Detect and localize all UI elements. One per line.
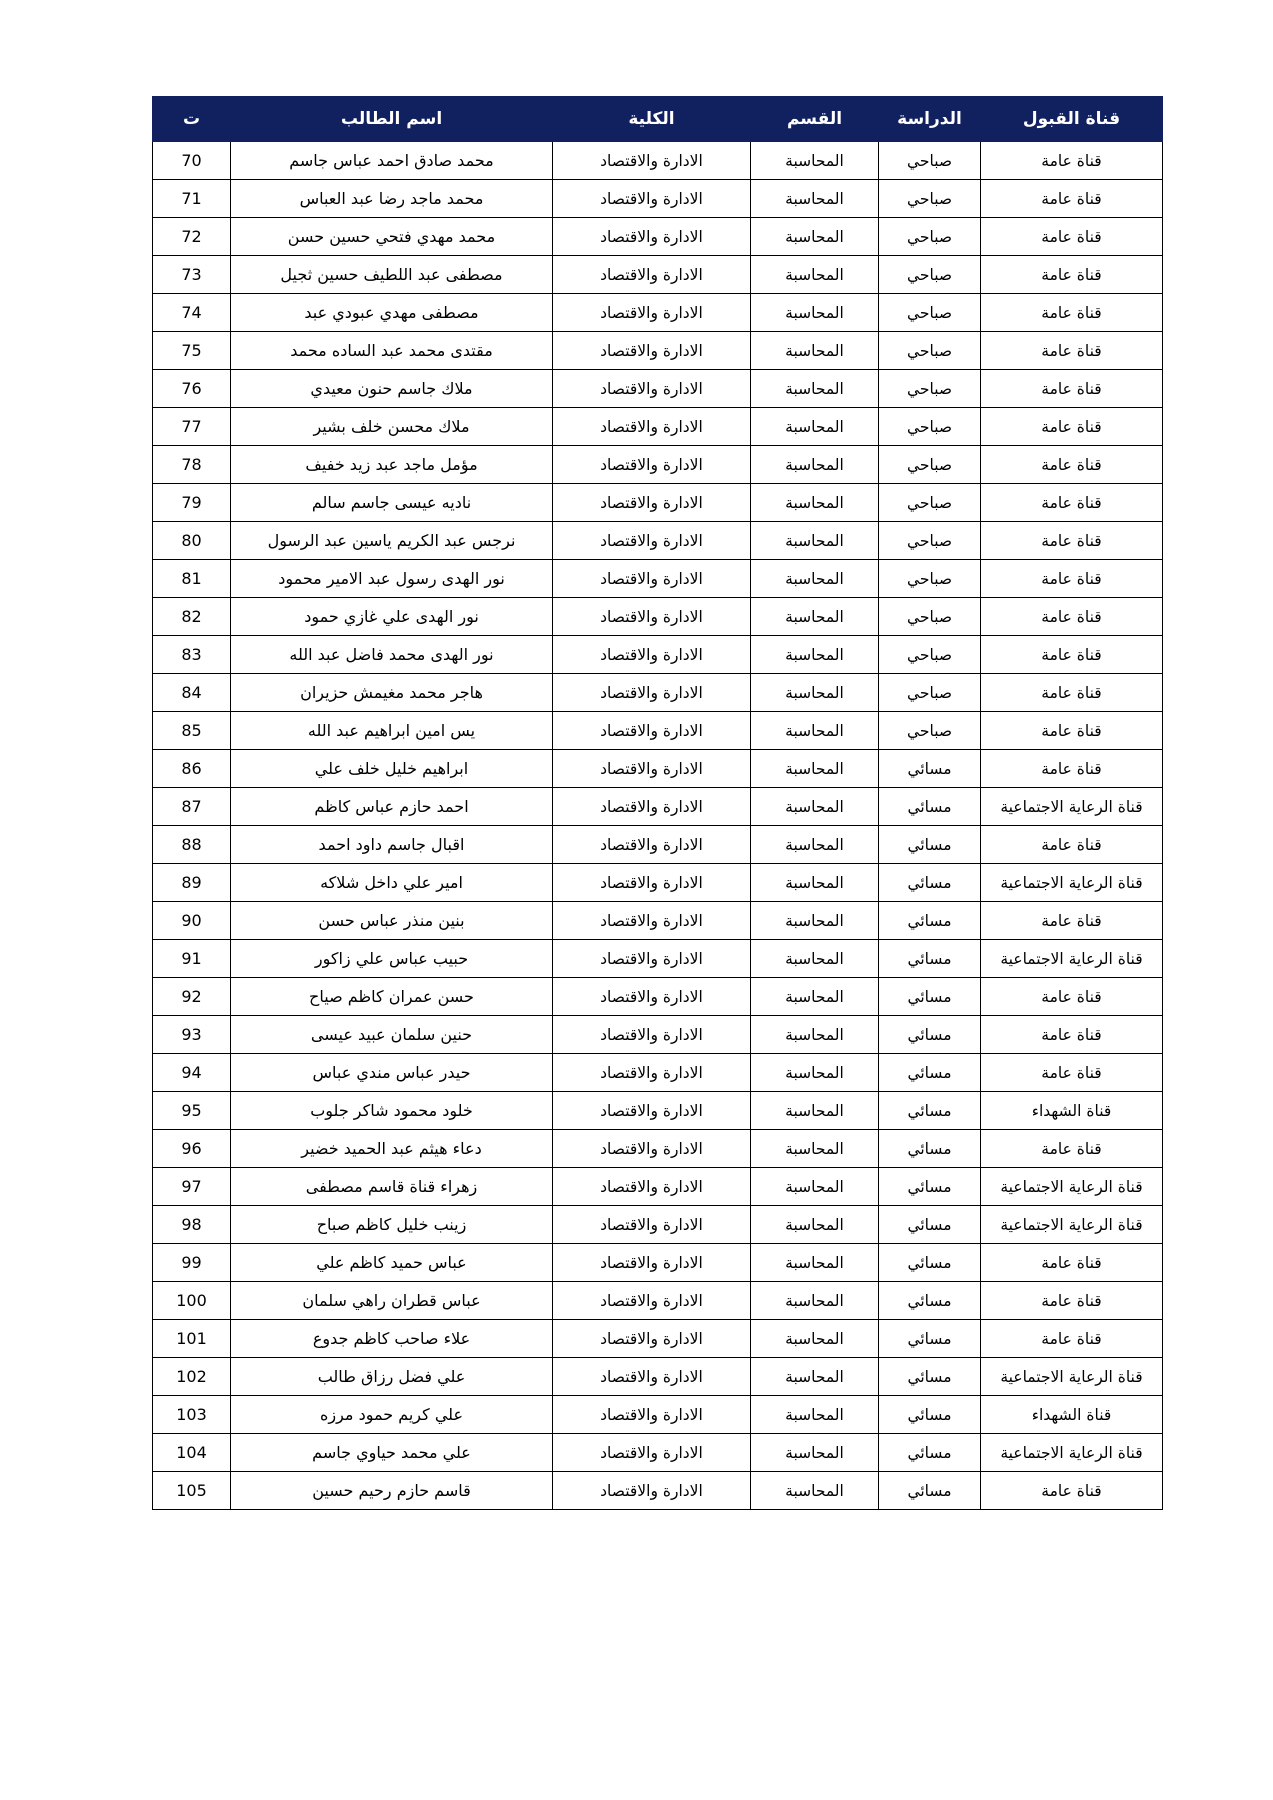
cell-channel: قناة عامة — [981, 484, 1163, 522]
cell-channel: قناة عامة — [981, 712, 1163, 750]
cell-college: الادارة والاقتصاد — [553, 1358, 751, 1396]
cell-study: صباحي — [879, 484, 981, 522]
cell-index: 85 — [153, 712, 231, 750]
cell-channel: قناة عامة — [981, 522, 1163, 560]
column-header-channel: قناة القبول — [981, 97, 1163, 142]
cell-college: الادارة والاقتصاد — [553, 1320, 751, 1358]
cell-student-name: مصطفى مهدي عبودي عبد — [231, 294, 553, 332]
cell-index: 80 — [153, 522, 231, 560]
cell-study: مسائي — [879, 1092, 981, 1130]
students-table — [152, 96, 1163, 1510]
column-header-student-name: اسم الطالب — [231, 97, 553, 142]
column-header-index: ت — [153, 97, 231, 142]
cell-department: المحاسبة — [751, 1092, 879, 1130]
cell-college: الادارة والاقتصاد — [553, 484, 751, 522]
table-row — [153, 1168, 1163, 1206]
cell-index: 103 — [153, 1396, 231, 1434]
cell-student-name: اقبال جاسم داود احمد — [231, 826, 553, 864]
table-row — [153, 1092, 1163, 1130]
cell-channel: قناة عامة — [981, 1054, 1163, 1092]
cell-department: المحاسبة — [751, 1434, 879, 1472]
table-row — [153, 674, 1163, 712]
table-row — [153, 370, 1163, 408]
cell-channel: قناة عامة — [981, 674, 1163, 712]
cell-index: 77 — [153, 408, 231, 446]
cell-index: 95 — [153, 1092, 231, 1130]
cell-department: المحاسبة — [751, 864, 879, 902]
cell-student-name: خلود محمود شاكر جلوب — [231, 1092, 553, 1130]
cell-college: الادارة والاقتصاد — [553, 750, 751, 788]
cell-channel: قناة عامة — [981, 218, 1163, 256]
table-row — [153, 1206, 1163, 1244]
cell-study: صباحي — [879, 142, 981, 180]
cell-college: الادارة والاقتصاد — [553, 598, 751, 636]
cell-study: مسائي — [879, 1396, 981, 1434]
cell-channel: قناة عامة — [981, 1130, 1163, 1168]
cell-channel: قناة عامة — [981, 256, 1163, 294]
cell-channel: قناة الرعاية الاجتماعية — [981, 1434, 1163, 1472]
cell-department: المحاسبة — [751, 370, 879, 408]
cell-channel: قناة الشهداء — [981, 1092, 1163, 1130]
cell-student-name: محمد صادق احمد عباس جاسم — [231, 142, 553, 180]
cell-study: صباحي — [879, 294, 981, 332]
cell-index: 83 — [153, 636, 231, 674]
cell-student-name: علاء صاحب كاظم جدوع — [231, 1320, 553, 1358]
cell-student-name: حسن عمران كاظم صياح — [231, 978, 553, 1016]
cell-student-name: عباس قطران راهي سلمان — [231, 1282, 553, 1320]
table-row — [153, 218, 1163, 256]
cell-department: المحاسبة — [751, 1282, 879, 1320]
cell-college: الادارة والاقتصاد — [553, 332, 751, 370]
cell-channel: قناة عامة — [981, 1016, 1163, 1054]
cell-study: مسائي — [879, 1130, 981, 1168]
cell-department: المحاسبة — [751, 180, 879, 218]
cell-student-name: امير علي داخل شلاكه — [231, 864, 553, 902]
cell-channel: قناة عامة — [981, 598, 1163, 636]
cell-channel: قناة عامة — [981, 1282, 1163, 1320]
table-row — [153, 1130, 1163, 1168]
column-header-college: الكلية — [553, 97, 751, 142]
cell-student-name: نور الهدى محمد فاضل عبد الله — [231, 636, 553, 674]
cell-index: 94 — [153, 1054, 231, 1092]
cell-channel: قناة عامة — [981, 332, 1163, 370]
cell-channel: قناة عامة — [981, 826, 1163, 864]
table-row — [153, 560, 1163, 598]
cell-student-name: هاجر محمد مغيمش حزيران — [231, 674, 553, 712]
cell-study: صباحي — [879, 636, 981, 674]
cell-channel: قناة الرعاية الاجتماعية — [981, 788, 1163, 826]
cell-index: 86 — [153, 750, 231, 788]
cell-index: 76 — [153, 370, 231, 408]
cell-department: المحاسبة — [751, 446, 879, 484]
cell-student-name: دعاء هيثم عبد الحميد خضير — [231, 1130, 553, 1168]
cell-student-name: حيدر عباس مندي عباس — [231, 1054, 553, 1092]
cell-index: 93 — [153, 1016, 231, 1054]
cell-channel: قناة عامة — [981, 750, 1163, 788]
cell-channel: قناة عامة — [981, 560, 1163, 598]
cell-study: مسائي — [879, 1282, 981, 1320]
cell-college: الادارة والاقتصاد — [553, 1434, 751, 1472]
cell-college: الادارة والاقتصاد — [553, 674, 751, 712]
column-header-study: الدراسة — [879, 97, 981, 142]
table-row — [153, 1358, 1163, 1396]
cell-college: الادارة والاقتصاد — [553, 1016, 751, 1054]
table-row — [153, 1054, 1163, 1092]
cell-study: مسائي — [879, 1244, 981, 1282]
cell-index: 88 — [153, 826, 231, 864]
cell-index: 75 — [153, 332, 231, 370]
cell-student-name: عباس حميد كاظم علي — [231, 1244, 553, 1282]
cell-channel: قناة عامة — [981, 408, 1163, 446]
table-row — [153, 1472, 1163, 1510]
cell-student-name: قاسم حازم رحيم حسين — [231, 1472, 553, 1510]
cell-index: 102 — [153, 1358, 231, 1396]
cell-college: الادارة والاقتصاد — [553, 256, 751, 294]
cell-channel: قناة الرعاية الاجتماعية — [981, 940, 1163, 978]
cell-index: 89 — [153, 864, 231, 902]
cell-department: المحاسبة — [751, 1472, 879, 1510]
cell-study: صباحي — [879, 370, 981, 408]
cell-student-name: مصطفى عبد اللطيف حسين ثجيل — [231, 256, 553, 294]
cell-index: 79 — [153, 484, 231, 522]
cell-college: الادارة والاقتصاد — [553, 864, 751, 902]
cell-index: 81 — [153, 560, 231, 598]
cell-study: مسائي — [879, 978, 981, 1016]
cell-student-name: علي محمد حياوي جاسم — [231, 1434, 553, 1472]
cell-channel: قناة الرعاية الاجتماعية — [981, 1206, 1163, 1244]
table-row — [153, 826, 1163, 864]
cell-department: المحاسبة — [751, 750, 879, 788]
cell-study: مسائي — [879, 1206, 981, 1244]
cell-college: الادارة والاقتصاد — [553, 142, 751, 180]
cell-student-name: احمد حازم عباس كاظم — [231, 788, 553, 826]
table-row — [153, 940, 1163, 978]
cell-index: 78 — [153, 446, 231, 484]
cell-study: مسائي — [879, 1472, 981, 1510]
cell-college: الادارة والاقتصاد — [553, 1396, 751, 1434]
cell-department: المحاسبة — [751, 1130, 879, 1168]
cell-channel: قناة الرعاية الاجتماعية — [981, 1168, 1163, 1206]
cell-college: الادارة والاقتصاد — [553, 1282, 751, 1320]
cell-department: المحاسبة — [751, 294, 879, 332]
cell-college: الادارة والاقتصاد — [553, 940, 751, 978]
cell-department: المحاسبة — [751, 598, 879, 636]
cell-study: صباحي — [879, 332, 981, 370]
cell-channel: قناة عامة — [981, 1320, 1163, 1358]
cell-study: صباحي — [879, 522, 981, 560]
table-row — [153, 408, 1163, 446]
table-row — [153, 446, 1163, 484]
cell-study: مسائي — [879, 940, 981, 978]
cell-department: المحاسبة — [751, 902, 879, 940]
cell-department: المحاسبة — [751, 1244, 879, 1282]
cell-department: المحاسبة — [751, 1358, 879, 1396]
cell-study: مسائي — [879, 826, 981, 864]
table-row — [153, 522, 1163, 560]
cell-department: المحاسبة — [751, 1396, 879, 1434]
cell-department: المحاسبة — [751, 1054, 879, 1092]
cell-college: الادارة والاقتصاد — [553, 1472, 751, 1510]
cell-college: الادارة والاقتصاد — [553, 446, 751, 484]
table-header — [153, 97, 1163, 142]
cell-index: 104 — [153, 1434, 231, 1472]
cell-study: صباحي — [879, 598, 981, 636]
cell-department: المحاسبة — [751, 484, 879, 522]
table-row — [153, 750, 1163, 788]
cell-index: 101 — [153, 1320, 231, 1358]
cell-study: صباحي — [879, 408, 981, 446]
cell-study: مسائي — [879, 750, 981, 788]
cell-department: المحاسبة — [751, 1320, 879, 1358]
cell-student-name: ملاك جاسم حنون معيدي — [231, 370, 553, 408]
cell-student-name: ناديه عيسى جاسم سالم — [231, 484, 553, 522]
table-row — [153, 902, 1163, 940]
cell-study: صباحي — [879, 560, 981, 598]
table-header-row — [153, 97, 1163, 142]
cell-college: الادارة والاقتصاد — [553, 370, 751, 408]
cell-study: صباحي — [879, 446, 981, 484]
cell-index: 92 — [153, 978, 231, 1016]
cell-index: 87 — [153, 788, 231, 826]
column-header-department: القسم — [751, 97, 879, 142]
cell-college: الادارة والاقتصاد — [553, 1130, 751, 1168]
cell-index: 72 — [153, 218, 231, 256]
cell-student-name: نور الهدى علي غازي حمود — [231, 598, 553, 636]
cell-channel: قناة عامة — [981, 142, 1163, 180]
cell-department: المحاسبة — [751, 636, 879, 674]
cell-channel: قناة عامة — [981, 446, 1163, 484]
cell-department: المحاسبة — [751, 522, 879, 560]
cell-college: الادارة والاقتصاد — [553, 788, 751, 826]
cell-study: مسائي — [879, 1054, 981, 1092]
cell-college: الادارة والاقتصاد — [553, 1092, 751, 1130]
cell-college: الادارة والاقتصاد — [553, 636, 751, 674]
cell-department: المحاسبة — [751, 978, 879, 1016]
cell-channel: قناة عامة — [981, 370, 1163, 408]
cell-department: المحاسبة — [751, 1016, 879, 1054]
table-row — [153, 598, 1163, 636]
cell-college: الادارة والاقتصاد — [553, 218, 751, 256]
table-row — [153, 256, 1163, 294]
cell-department: المحاسبة — [751, 826, 879, 864]
table-row — [153, 788, 1163, 826]
table-row — [153, 180, 1163, 218]
cell-study: صباحي — [879, 674, 981, 712]
cell-college: الادارة والاقتصاد — [553, 902, 751, 940]
cell-student-name: حبيب عباس علي زاكور — [231, 940, 553, 978]
cell-student-name: حنين سلمان عبيد عيسى — [231, 1016, 553, 1054]
cell-student-name: علي فضل رزاق طالب — [231, 1358, 553, 1396]
cell-index: 100 — [153, 1282, 231, 1320]
cell-department: المحاسبة — [751, 788, 879, 826]
table-row — [153, 142, 1163, 180]
cell-study: مسائي — [879, 1358, 981, 1396]
cell-college: الادارة والاقتصاد — [553, 712, 751, 750]
cell-study: صباحي — [879, 218, 981, 256]
cell-student-name: ابراهيم خليل خلف علي — [231, 750, 553, 788]
cell-department: المحاسبة — [751, 560, 879, 598]
table-row — [153, 978, 1163, 1016]
table-body — [153, 142, 1163, 1510]
cell-student-name: ملاك محسن خلف بشير — [231, 408, 553, 446]
cell-channel: قناة عامة — [981, 1244, 1163, 1282]
cell-student-name: محمد ماجد رضا عبد العباس — [231, 180, 553, 218]
cell-student-name: زينب خليل كاظم صباح — [231, 1206, 553, 1244]
cell-study: مسائي — [879, 902, 981, 940]
cell-index: 96 — [153, 1130, 231, 1168]
table-row — [153, 864, 1163, 902]
cell-study: مسائي — [879, 1320, 981, 1358]
cell-department: المحاسبة — [751, 256, 879, 294]
cell-department: المحاسبة — [751, 940, 879, 978]
cell-college: الادارة والاقتصاد — [553, 522, 751, 560]
cell-study: مسائي — [879, 1434, 981, 1472]
cell-index: 99 — [153, 1244, 231, 1282]
cell-department: المحاسبة — [751, 674, 879, 712]
cell-student-name: مؤمل ماجد عبد زيد خفيف — [231, 446, 553, 484]
cell-index: 105 — [153, 1472, 231, 1510]
cell-index: 70 — [153, 142, 231, 180]
cell-index: 84 — [153, 674, 231, 712]
table-row — [153, 332, 1163, 370]
cell-college: الادارة والاقتصاد — [553, 180, 751, 218]
cell-channel: قناة الشهداء — [981, 1396, 1163, 1434]
table-row — [153, 1396, 1163, 1434]
table-row — [153, 484, 1163, 522]
cell-college: الادارة والاقتصاد — [553, 408, 751, 446]
table-row — [153, 1282, 1163, 1320]
cell-student-name: يس امين ابراهيم عبد الله — [231, 712, 553, 750]
cell-study: مسائي — [879, 1168, 981, 1206]
cell-channel: قناة عامة — [981, 978, 1163, 1016]
cell-channel: قناة عامة — [981, 180, 1163, 218]
cell-department: المحاسبة — [751, 142, 879, 180]
cell-study: مسائي — [879, 788, 981, 826]
cell-college: الادارة والاقتصاد — [553, 1054, 751, 1092]
cell-channel: قناة عامة — [981, 294, 1163, 332]
cell-study: صباحي — [879, 256, 981, 294]
cell-student-name: نور الهدى رسول عبد الامير محمود — [231, 560, 553, 598]
cell-college: الادارة والاقتصاد — [553, 1244, 751, 1282]
cell-index: 97 — [153, 1168, 231, 1206]
cell-index: 90 — [153, 902, 231, 940]
cell-student-name: نرجس عبد الكريم ياسين عبد الرسول — [231, 522, 553, 560]
cell-index: 98 — [153, 1206, 231, 1244]
cell-department: المحاسبة — [751, 712, 879, 750]
table-row — [153, 636, 1163, 674]
table-row — [153, 294, 1163, 332]
cell-student-name: بنين منذر عباس حسن — [231, 902, 553, 940]
cell-department: المحاسبة — [751, 1168, 879, 1206]
cell-index: 74 — [153, 294, 231, 332]
cell-index: 71 — [153, 180, 231, 218]
cell-index: 91 — [153, 940, 231, 978]
cell-channel: قناة عامة — [981, 902, 1163, 940]
cell-department: المحاسبة — [751, 218, 879, 256]
cell-index: 73 — [153, 256, 231, 294]
table-row — [153, 1434, 1163, 1472]
table-row — [153, 712, 1163, 750]
cell-department: المحاسبة — [751, 408, 879, 446]
cell-channel: قناة الرعاية الاجتماعية — [981, 1358, 1163, 1396]
cell-department: المحاسبة — [751, 1206, 879, 1244]
cell-study: مسائي — [879, 1016, 981, 1054]
cell-college: الادارة والاقتصاد — [553, 294, 751, 332]
cell-channel: قناة الرعاية الاجتماعية — [981, 864, 1163, 902]
cell-study: مسائي — [879, 864, 981, 902]
cell-college: الادارة والاقتصاد — [553, 1168, 751, 1206]
table-row — [153, 1320, 1163, 1358]
cell-college: الادارة والاقتصاد — [553, 1206, 751, 1244]
cell-student-name: علي كريم حمود مرزه — [231, 1396, 553, 1434]
cell-department: المحاسبة — [751, 332, 879, 370]
cell-college: الادارة والاقتصاد — [553, 560, 751, 598]
table-row — [153, 1244, 1163, 1282]
cell-student-name: زهراء قناة قاسم مصطفى — [231, 1168, 553, 1206]
cell-index: 82 — [153, 598, 231, 636]
cell-student-name: محمد مهدي فتحي حسين حسن — [231, 218, 553, 256]
cell-college: الادارة والاقتصاد — [553, 978, 751, 1016]
table-row — [153, 1016, 1163, 1054]
cell-channel: قناة عامة — [981, 636, 1163, 674]
cell-channel: قناة عامة — [981, 1472, 1163, 1510]
cell-college: الادارة والاقتصاد — [553, 826, 751, 864]
cell-study: صباحي — [879, 712, 981, 750]
cell-student-name: مقتدى محمد عبد الساده محمد — [231, 332, 553, 370]
cell-study: صباحي — [879, 180, 981, 218]
